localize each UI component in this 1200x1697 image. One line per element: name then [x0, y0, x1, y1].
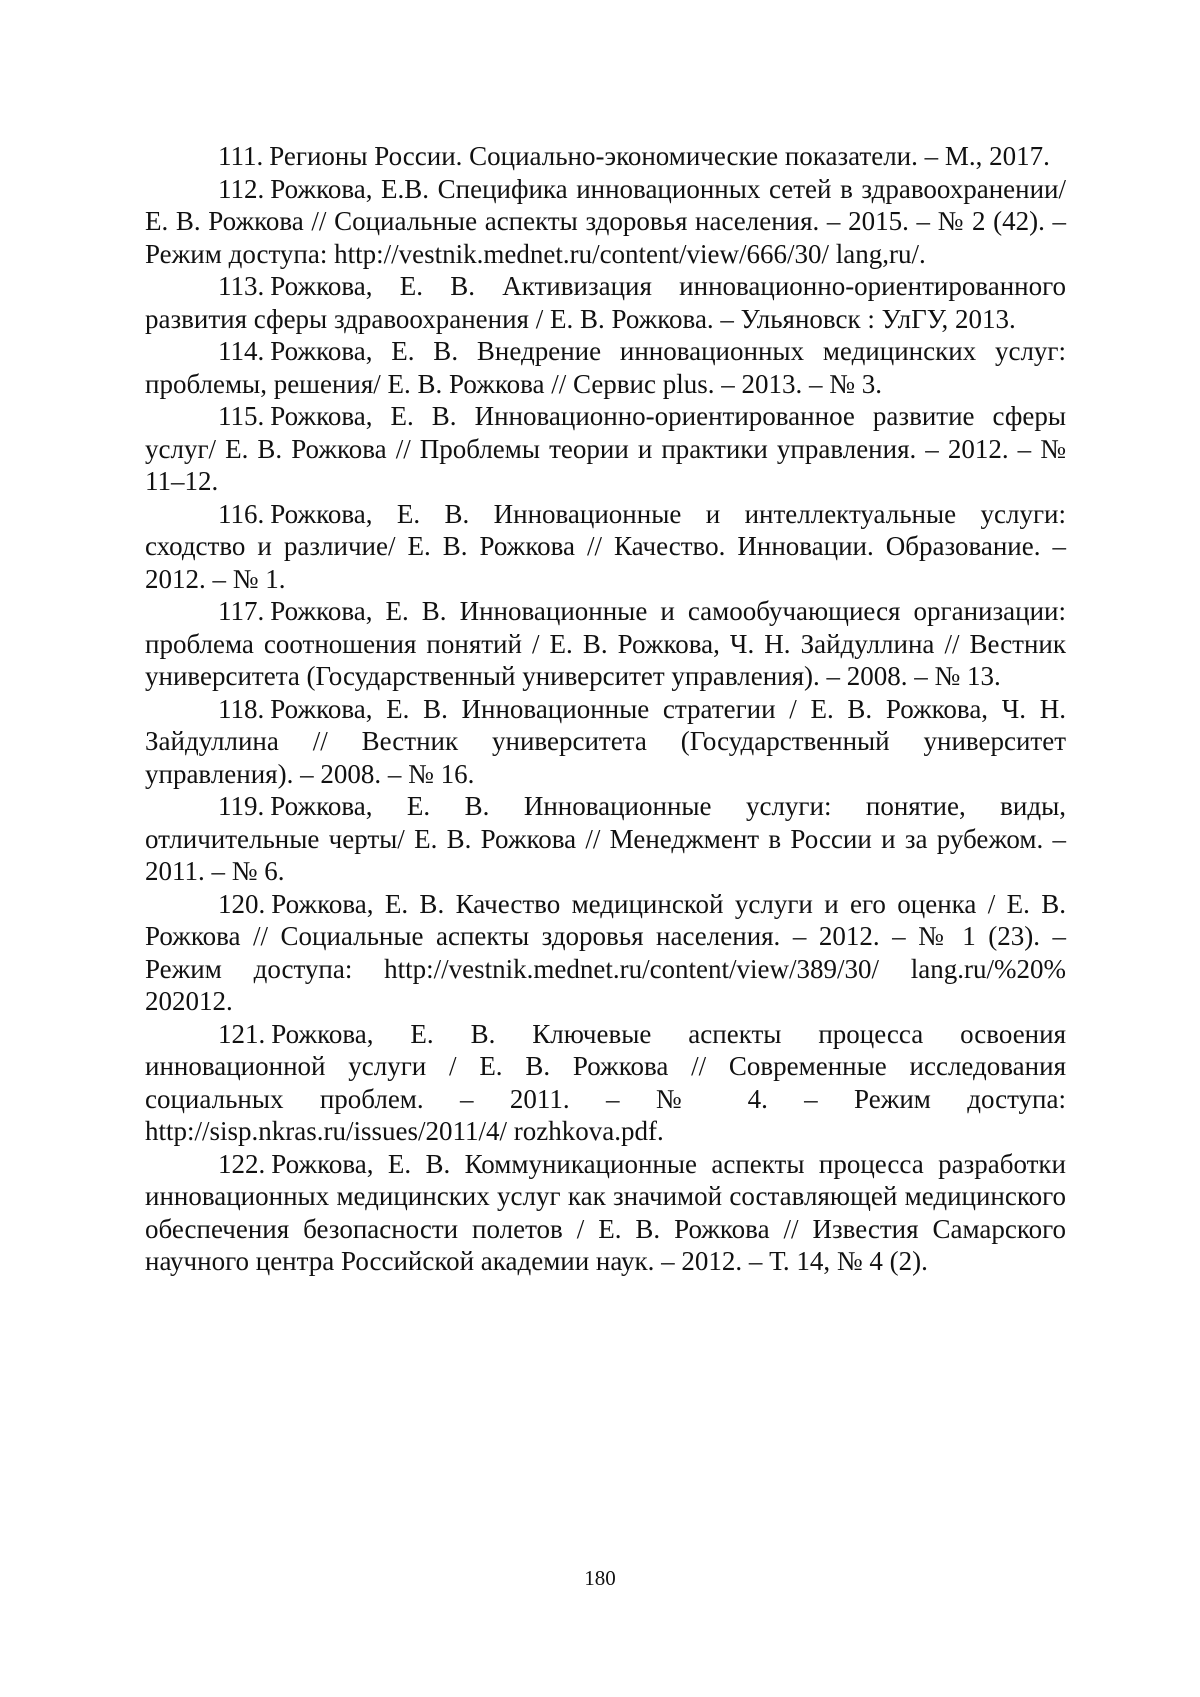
reference-text: Рожкова, Е. В. Инновационные услуги: понятие, виды, отличительные черты/ Е. В. Рожкова // Менеджмент в России и за рубежом. – 2011. – № 6.	[145, 791, 1066, 886]
reference-text: Рожкова, Е.В. Специфика инновационных сетей в здравоохранении/ Е. В. Рожкова // Социальные аспекты здоровья населения. – 2015. – № 2 (42). – Режим доступа: http://vestnik.mednet.ru/content/view/666/30/ lang,ru/.	[145, 173, 1066, 269]
reference-number: 120.	[218, 888, 266, 919]
reference-list	[145, 140, 1066, 1278]
reference-number: 114.	[218, 336, 265, 366]
reference-item	[145, 595, 1066, 693]
reference-number: 122.	[218, 1148, 266, 1179]
reference-number: 113.	[218, 271, 265, 301]
reference-text: Рожкова, Е. В. Коммуникационные аспекты процесса разработки инновационных медицинских услуг как значимой составляющей медицинского обеспечения безопасности полетов / Е. В. Рожкова // Известия Самарского научного центра Российской академии наук. – 2012. – Т. 14, № 4 (2).	[145, 1148, 1066, 1276]
reference-item	[145, 335, 1066, 400]
reference-text: Рожкова, Е. В. Внедрение инновационных медицинских услуг: проблемы, решения/ Е. В. Рожкова // Сервис plus. – 2013. – № 3.	[145, 336, 1066, 399]
reference-item	[145, 270, 1066, 335]
reference-number: 112.	[218, 173, 265, 204]
reference-item	[145, 1018, 1066, 1148]
reference-text: Рожкова, Е. В. Инновационные и самообучающиеся организации: проблема соотношения понятий / Е. В. Рожкова, Ч. Н. Зайдуллина // Вестник университета (Государственный университет управления). – 2008. – № 13.	[145, 596, 1066, 691]
reference-item	[145, 1148, 1066, 1278]
reference-text: Рожкова, Е. В. Инновационно-ориентированное развитие сферы услуг/ Е. В. Рожкова // Проблемы теории и практики управления. – 2012. – № 11–12.	[145, 401, 1066, 496]
reference-text: Рожкова, Е. В. Активизация инновационно-ориентированного развития сферы здравоохранения / Е. В. Рожкова. – Ульяновск : УлГУ, 2013.	[145, 271, 1066, 334]
reference-item	[145, 140, 1066, 173]
reference-number: 117.	[218, 596, 265, 626]
reference-text: Рожкова, Е. В. Инновационные стратегии / Е. В. Рожкова, Ч. Н. Зайдуллина // Вестник университета (Государственный университет управления). – 2008. – № 16.	[145, 693, 1066, 789]
reference-text: Регионы России. Социально-экономические показатели. – М., 2017.	[269, 141, 1050, 171]
reference-text: Рожкова, Е. В. Инновационные и интеллектуальные услуги: сходство и различие/ Е. В. Рожкова // Качество. Инновации. Образование. – 2012. – № 1.	[145, 498, 1066, 594]
reference-item	[145, 498, 1066, 596]
reference-number: 118.	[218, 693, 265, 724]
reference-text: Рожкова, Е. В. Ключевые аспекты процесса освоения инновационной услуги / Е. В. Рожкова // Современные исследования социальных проблем. – 2011. – № 4. – Режим доступа: http://sisp.nkras.ru/issues/2011/4/ rozhkova.pdf.	[145, 1018, 1066, 1146]
reference-number: 115.	[218, 401, 265, 431]
reference-item	[145, 173, 1066, 271]
reference-item	[145, 790, 1066, 888]
reference-item	[145, 400, 1066, 498]
reference-number: 121.	[218, 1018, 266, 1049]
reference-number: 119.	[218, 791, 265, 821]
reference-number: 111.	[218, 141, 264, 171]
reference-item	[145, 693, 1066, 791]
reference-text: Рожкова, Е. В. Качество медицинской услуги и его оценка / Е. В. Рожкова // Социальные аспекты здоровья населения. – 2012. – № 1 (23). – Режим доступа: http://vestnik.mednet.ru/content/view/389/30/ lang.ru/%20% 202012.	[145, 888, 1066, 1016]
reference-item	[145, 888, 1066, 1018]
reference-number: 116.	[218, 498, 265, 529]
page-number: 180	[584, 1566, 616, 1590]
